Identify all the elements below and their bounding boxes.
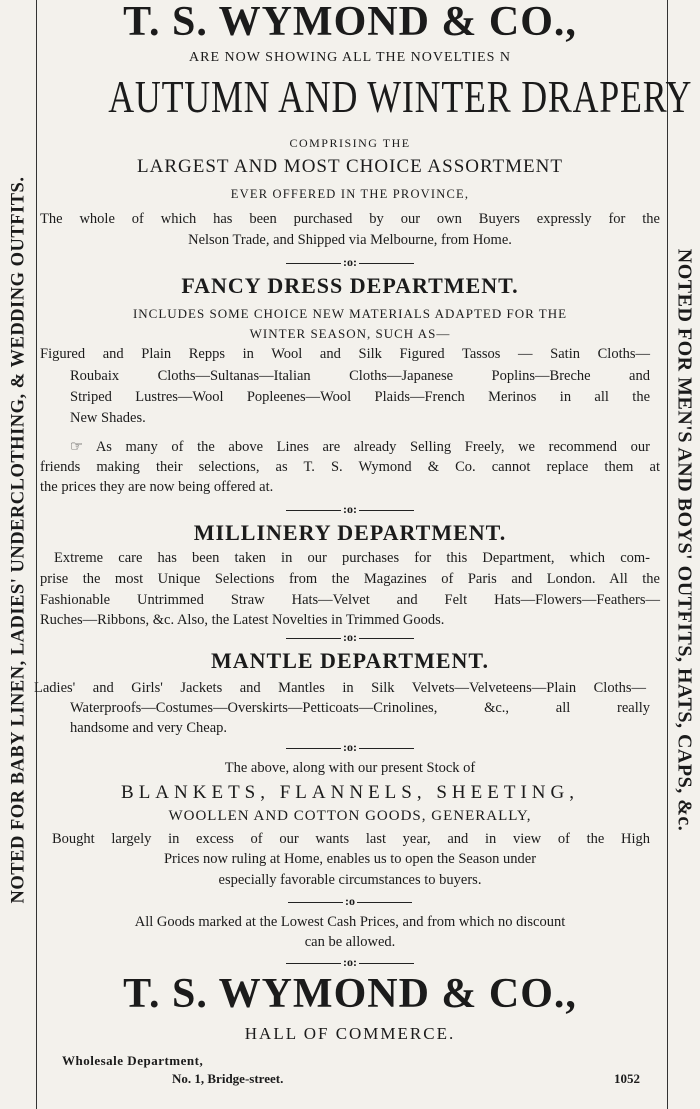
millinery-line-1: Extreme care has been taken in our purchases for this Department, which com- bbox=[54, 550, 650, 566]
bought-line-2: Prices now ruling at Home, enables us to open the Season under bbox=[163, 851, 537, 867]
fancy-line-2: Roubaix Cloths—Sultanas—Italian Cloths—Japanese Poplins—Breche and bbox=[70, 368, 650, 384]
right-side-border bbox=[667, 0, 700, 1109]
divider: :o: bbox=[40, 502, 660, 517]
millinery-line-4: Ruches—Ribbons, &c. Also, the Latest Novelties in Trimmed Goods. bbox=[40, 612, 445, 628]
ad-number: 1052 bbox=[614, 1071, 640, 1086]
note-line-3: the prices they are now being offered at. bbox=[40, 479, 274, 495]
divider: :o: bbox=[40, 740, 660, 755]
note-line-2: friends making their selections, as T. S. Wymond & Co. cannot replace them at bbox=[40, 459, 660, 475]
blankets-line: BLANKETS, FLANNELS, SHEETING, bbox=[121, 782, 579, 803]
millinery-heading: MILLINERY DEPARTMENT. bbox=[193, 520, 507, 545]
right-side-banner: NOTED FOR MEN'S AND BOYS' OUTFITS, HATS, CAPS, &c. bbox=[673, 248, 696, 832]
intro-line-1: The whole of which has been purchased by our own Buyers expressly for the bbox=[40, 211, 660, 227]
showing-line: ARE NOW SHOWING ALL THE NOVELTIES N bbox=[189, 50, 511, 65]
bridge-street: No. 1, Bridge-street. bbox=[172, 1071, 284, 1086]
fancy-line-3: Striped Lustres—Wool Popleenes—Wool Plaids—French Merinos in all the bbox=[70, 389, 650, 405]
largest-line: LARGEST AND MOST CHOICE ASSORTMENT bbox=[137, 156, 563, 177]
divider: :o: bbox=[40, 630, 660, 645]
comprising-line: COMPRISING THE bbox=[289, 136, 411, 150]
wholesale-department: Wholesale Department, bbox=[62, 1053, 204, 1068]
mantle-heading: MANTLE DEPARTMENT. bbox=[211, 648, 489, 673]
goods-line-2: can be allowed. bbox=[304, 934, 396, 950]
left-side-banner: NOTED FOR BABY LINEN, LADIES' UNDERCLOTHING, & WEDDING OUTFITS. bbox=[8, 176, 29, 904]
fancy-line-1: Figured and Plain Repps in Wool and Silk Figured Tassos — Satin Cloths— bbox=[40, 346, 650, 362]
millinery-line-2: prise the most Unique Selections from the Magazines of Paris and London. All the bbox=[40, 571, 660, 587]
divider: :o bbox=[40, 894, 660, 909]
note-line-1: ☞ As many of the above Lines are already Selling Freely, we recommend our bbox=[70, 439, 650, 455]
fancy-line-4: New Shades. bbox=[70, 410, 146, 426]
goods-line-1: All Goods marked at the Lowest Cash Prices, and from which no discount bbox=[134, 914, 566, 930]
mantle-line-1: Ladies' and Girls' Jackets and Mantles in Silk Velvets—Velveteens—Plain Cloths— bbox=[34, 680, 646, 696]
mantle-line-3: handsome and very Cheap. bbox=[70, 720, 228, 736]
ad-title: T. S. WYMOND & CO., bbox=[123, 0, 577, 45]
fancy-dress-heading: FANCY DRESS DEPARTMENT. bbox=[181, 273, 519, 298]
fancy-sub-1: INCLUDES SOME CHOICE NEW MATERIALS ADAPTED FOR THE bbox=[132, 306, 568, 321]
hall-of-commerce: HALL OF COMMERCE. bbox=[244, 1024, 456, 1043]
divider: :o: bbox=[40, 955, 660, 970]
bought-line-1: Bought largely in excess of our wants last year, and in view of the High bbox=[52, 831, 650, 847]
millinery-line-3: Fashionable Untrimmed Straw Hats—Velvet and Felt Hats—Flowers—Feathers— bbox=[40, 592, 660, 608]
ever-line: EVER OFFERED IN THE PROVINCE, bbox=[230, 187, 470, 201]
above-line: The above, along with our present Stock of bbox=[224, 760, 476, 776]
headline: AUTUMN AND WINTER DRAPERY bbox=[108, 71, 693, 122]
woollen-line: WOOLLEN AND COTTON GOODS, GENERALLY, bbox=[168, 808, 532, 824]
footer-title: T. S. WYMOND & CO., bbox=[123, 971, 577, 1017]
intro-line-2: Nelson Trade, and Shipped via Melbourne, from Home. bbox=[188, 232, 512, 248]
left-side-border bbox=[2, 0, 37, 1109]
bought-line-3: especially favorable circumstances to buyers. bbox=[218, 872, 482, 888]
mantle-line-2: Waterproofs—Costumes—Overskirts—Petticoats—Crinolines, &c., all really bbox=[70, 700, 650, 716]
fancy-sub-2: WINTER SEASON, SUCH AS— bbox=[249, 326, 451, 341]
divider: :o: bbox=[40, 255, 660, 270]
